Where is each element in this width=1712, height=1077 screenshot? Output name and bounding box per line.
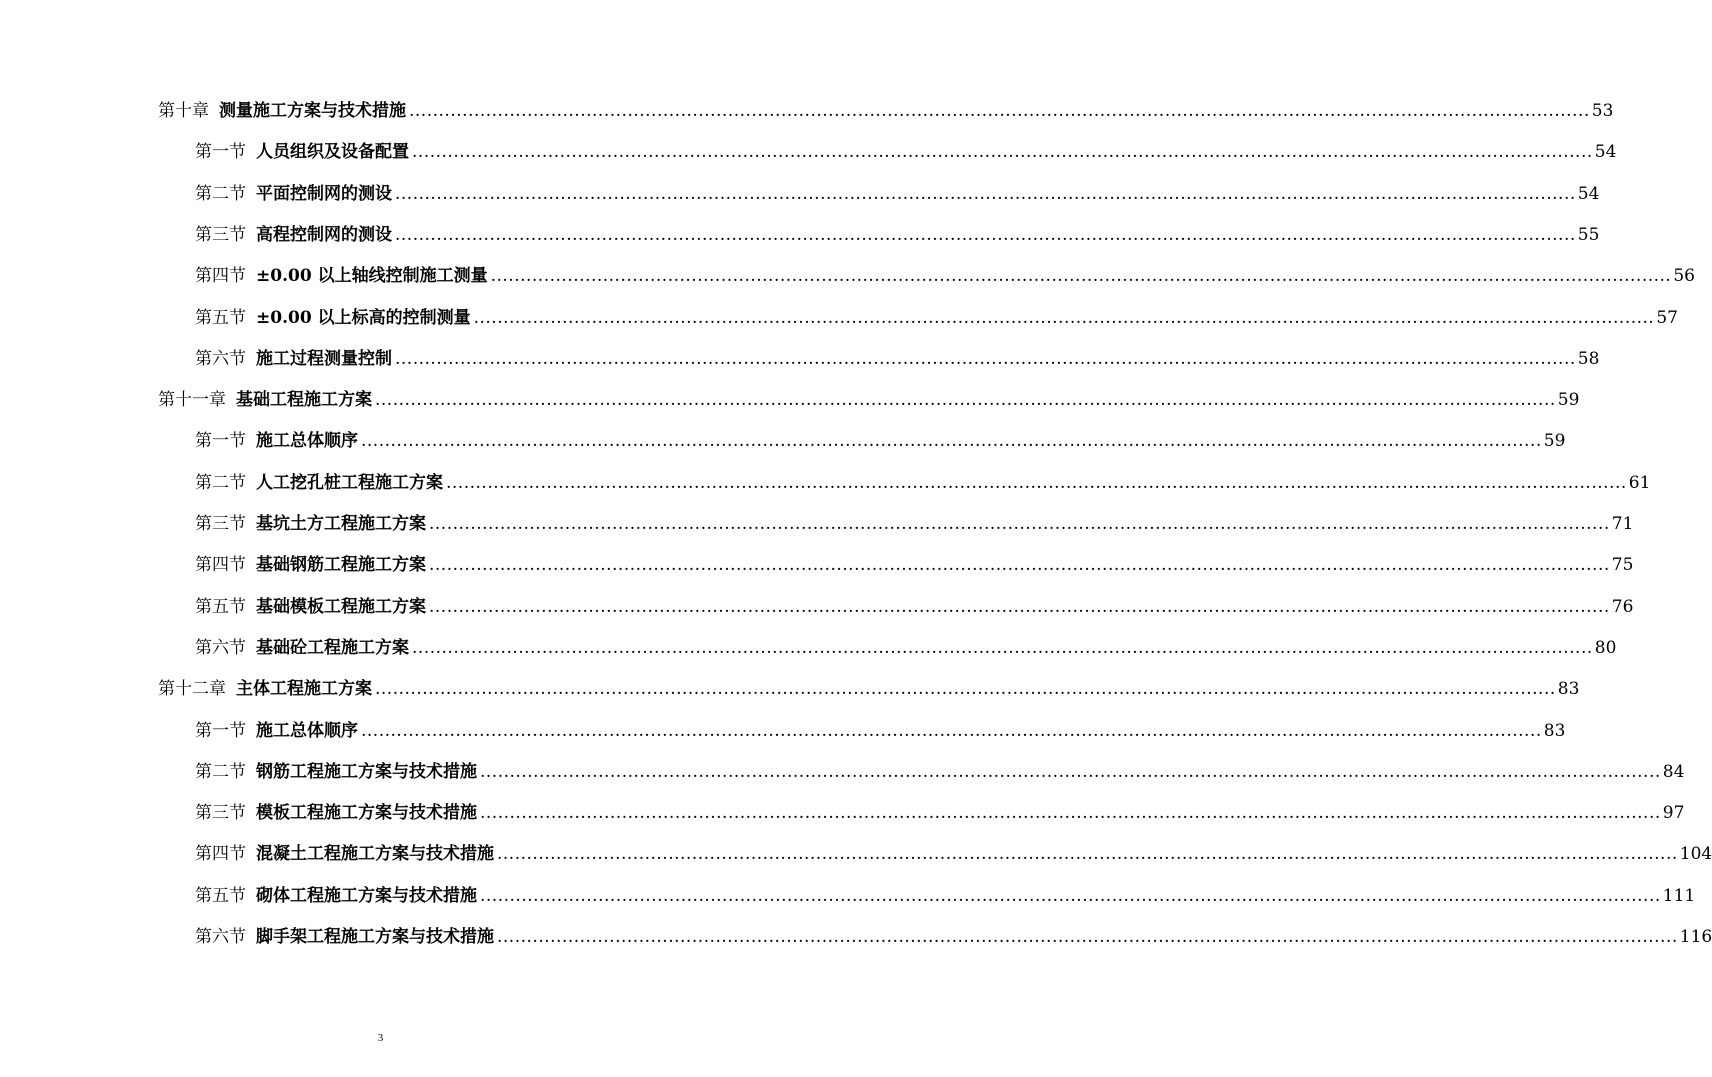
toc-entry-title: 基坑土方工程施工方案	[256, 514, 426, 534]
toc-chapter-entry[interactable]	[158, 96, 1614, 121]
toc-section-entry[interactable]	[195, 716, 1566, 741]
toc-entry-page: 56	[1673, 266, 1695, 286]
toc-entry-number: 第六节	[195, 349, 246, 369]
toc-dot-leader: ........................................................................................................................................................................................................	[375, 390, 1556, 410]
toc-section-entry[interactable]	[195, 220, 1600, 245]
toc-entry-number: 第二节	[195, 184, 246, 204]
toc-entry-page: 57	[1656, 308, 1678, 328]
toc-entry-number: 第二节	[195, 473, 246, 493]
toc-section-entry[interactable]	[195, 509, 1634, 534]
toc-entry-title: 测量施工方案与技术措施	[219, 101, 406, 121]
toc-dot-leader: ........................................................................................................................................................................................................	[480, 886, 1661, 906]
toc-dot-leader: ........................................................................................................................................................................................................	[473, 308, 1655, 328]
toc-entry-page: 116	[1679, 927, 1712, 947]
toc-entry-title: 平面控制网的测设	[256, 184, 392, 204]
toc-dot-leader: ........................................................................................................................................................................................................	[480, 762, 1661, 782]
toc-section-entry[interactable]	[195, 633, 1617, 658]
toc-entry-number: 第一节	[195, 721, 246, 741]
toc-dot-leader: ........................................................................................................................................................................................................	[412, 142, 1593, 162]
toc-section-entry[interactable]	[195, 922, 1712, 947]
toc-section-entry[interactable]	[195, 261, 1695, 286]
toc-dot-leader: ........................................................................................................................................................................................................	[375, 679, 1556, 699]
toc-entry-title: 基础模板工程施工方案	[256, 597, 426, 617]
toc-entry-number: 第四节	[195, 844, 246, 864]
toc-entry-page: 59	[1543, 431, 1566, 451]
toc-entry-number: 第六节	[195, 638, 246, 658]
toc-entry-number: 第三节	[195, 225, 246, 245]
toc-dot-leader: ........................................................................................................................................................................................................	[412, 638, 1593, 658]
toc-entry-number: 第六节	[195, 927, 246, 947]
toc-dot-leader: ........................................................................................................................................................................................................	[429, 597, 1610, 617]
toc-entry-number: 第十章	[158, 101, 209, 121]
toc-entry-number: 第五节	[195, 597, 246, 617]
toc-chapter-entry[interactable]	[158, 385, 1580, 410]
toc-section-entry[interactable]	[195, 757, 1685, 782]
toc-entry-number: 第三节	[195, 514, 246, 534]
toc-section-entry[interactable]	[195, 592, 1634, 617]
toc-dot-leader: ........................................................................................................................................................................................................	[409, 101, 1590, 121]
toc-entry-title: 人工挖孔桩工程施工方案	[256, 473, 443, 493]
toc-section-entry[interactable]	[195, 137, 1617, 162]
toc-chapter-entry[interactable]	[158, 674, 1580, 699]
toc-entry-number: 第四节	[195, 266, 246, 286]
toc-entry-title: 主体工程施工方案	[236, 679, 372, 699]
toc-section-entry[interactable]	[195, 179, 1600, 204]
toc-entry-title: 高程控制网的测设	[256, 225, 392, 245]
toc-entry-number: 第十二章	[158, 679, 226, 699]
toc-entry-page: 111	[1662, 886, 1696, 906]
toc-section-entry[interactable]	[195, 881, 1696, 906]
toc-entry-page: 83	[1557, 679, 1580, 699]
page-number: 3	[377, 1032, 384, 1044]
toc-entry-number: 第十一章	[158, 390, 226, 410]
toc-dot-leader: ........................................................................................................................................................................................................	[361, 431, 1542, 451]
toc-entry-title: ±0.00 以上轴线控制施工测量	[256, 266, 488, 286]
toc-entry-title: 基础钢筋工程施工方案	[256, 555, 426, 575]
toc-section-entry[interactable]	[195, 344, 1600, 369]
toc-entry-page: 97	[1662, 803, 1685, 823]
toc-entry-page: 104	[1679, 844, 1712, 864]
toc-dot-leader: ........................................................................................................................................................................................................	[497, 927, 1678, 947]
toc-entry-title: 模板工程施工方案与技术措施	[256, 803, 477, 823]
toc-entry-page: 54	[1577, 184, 1600, 204]
toc-entry-title: 基础工程施工方案	[236, 390, 372, 410]
toc-entry-page: 61	[1628, 473, 1651, 493]
toc-entry-page: 54	[1594, 142, 1617, 162]
toc-section-entry[interactable]	[195, 798, 1685, 823]
toc-dot-leader: ........................................................................................................................................................................................................	[429, 514, 1610, 534]
toc-entry-title: 施工过程测量控制	[256, 349, 392, 369]
toc-dot-leader: ........................................................................................................................................................................................................	[429, 555, 1610, 575]
toc-entry-number: 第四节	[195, 555, 246, 575]
toc-entry-title: 混凝土工程施工方案与技术措施	[256, 844, 494, 864]
toc-dot-leader: ........................................................................................................................................................................................................	[480, 803, 1661, 823]
toc-entry-page: 59	[1557, 390, 1580, 410]
toc-dot-leader: ........................................................................................................................................................................................................	[395, 184, 1576, 204]
toc-entry-page: 83	[1543, 721, 1566, 741]
toc-dot-leader: ........................................................................................................................................................................................................	[490, 266, 1672, 286]
toc-entry-number: 第一节	[195, 431, 246, 451]
toc-section-entry[interactable]	[195, 839, 1712, 864]
toc-dot-leader: ........................................................................................................................................................................................................	[395, 225, 1576, 245]
toc-entry-title: 施工总体顺序	[256, 431, 358, 451]
toc-entry-number: 第二节	[195, 762, 246, 782]
toc-entry-title: 脚手架工程施工方案与技术措施	[256, 927, 494, 947]
toc-entry-title: 人员组织及设备配置	[256, 142, 409, 162]
toc-entry-page: 58	[1577, 349, 1600, 369]
toc-entry-title: 施工总体顺序	[256, 721, 358, 741]
toc-section-entry[interactable]	[195, 303, 1678, 328]
toc-entry-page: 76	[1611, 597, 1634, 617]
toc-entry-number: 第五节	[195, 308, 246, 328]
toc-entry-title: 钢筋工程施工方案与技术措施	[256, 762, 477, 782]
toc-entry-number: 第三节	[195, 803, 246, 823]
toc-entry-page: 84	[1662, 762, 1685, 782]
toc-entry-page: 80	[1594, 638, 1617, 658]
toc-dot-leader: ........................................................................................................................................................................................................	[395, 349, 1576, 369]
toc-entry-number: 第五节	[195, 886, 246, 906]
toc-dot-leader: ........................................................................................................................................................................................................	[497, 844, 1678, 864]
toc-entry-page: 55	[1577, 225, 1600, 245]
toc-dot-leader: ........................................................................................................................................................................................................	[446, 473, 1627, 493]
toc-entry-title: 基础砼工程施工方案	[256, 638, 409, 658]
toc-section-entry[interactable]	[195, 550, 1634, 575]
toc-dot-leader: ........................................................................................................................................................................................................	[361, 721, 1542, 741]
toc-entry-number: 第一节	[195, 142, 246, 162]
toc-entry-title: ±0.00 以上标高的控制测量	[256, 308, 471, 328]
toc-section-entry[interactable]	[195, 468, 1651, 493]
toc-entry-page: 53	[1591, 101, 1614, 121]
toc-entry-title: 砌体工程施工方案与技术措施	[256, 886, 477, 906]
toc-entry-page: 71	[1611, 514, 1634, 534]
toc-entry-page: 75	[1611, 555, 1634, 575]
toc-section-entry[interactable]	[195, 426, 1566, 451]
